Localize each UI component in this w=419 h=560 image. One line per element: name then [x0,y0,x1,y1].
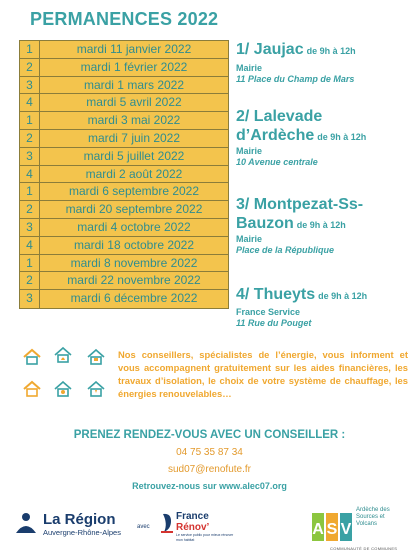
schedule-date: mardi 4 octobre 2022 [77,219,191,234]
location-name: 3/ Montpezat-Ss- [236,196,364,213]
schedule-location-number: 1 [20,41,40,58]
schedule-location-number: 2 [20,59,40,76]
schedule-row [20,237,228,255]
asv-line2: Sources et [356,514,385,520]
house-insulation-icon [22,380,42,398]
schedule-location-number: 2 [20,201,40,218]
schedule-date: mardi 20 septembre 2022 [65,202,203,217]
schedule-date: mardi 1 février 2022 [80,59,188,74]
schedule-row [20,166,228,184]
schedule-date: mardi 3 mai 2022 [87,113,181,128]
location-jaujac [236,40,418,85]
schedule-location-number: 4 [20,237,40,254]
location-address: 11 Rue du Pouget [236,318,312,328]
location-name: 1/ Jaujac [236,41,304,58]
schedule-row [20,290,228,308]
location-hours: de 9h à 12h [296,220,346,230]
schedule-date: mardi 18 octobre 2022 [73,237,195,252]
schedule-location-number: 4 [20,166,40,183]
svg-text:A: A [312,521,324,538]
schedule-table [19,40,229,309]
schedule-location-number: 2 [20,272,40,289]
schedule-location-number: 4 [20,94,40,111]
schedule-date: mardi 2 août 2022 [85,166,183,181]
schedule-location-number: 3 [20,77,40,94]
location-name: 2/ Lalevade [236,108,323,125]
schedule-location-number: 1 [20,112,40,129]
location-address: Place de la République [236,245,335,255]
schedule-location-number: 3 [20,219,40,236]
schedule-row [20,59,228,77]
france-renov-logo [160,511,236,543]
france-renov-name: France [176,511,209,522]
location-hours: de 9h à 12h [306,46,356,56]
france-renov-renov: Rénov’ [176,522,210,533]
schedule-location-number: 1 [20,183,40,200]
location-address: 11 Place du Champ de Mars [236,74,355,84]
schedule-date: mardi 1 mars 2022 [83,77,185,92]
schedule-date: mardi 5 avril 2022 [86,95,182,110]
location-montpezat [236,195,418,256]
info-paragraph: Nos conseillers, spécialistes de l’énergie, vous informent et vous accompagnent gratuitement sur les aides financières, les travaux d’isolation, le choix de votre système de chauffage, les énergies renouvelables… [118,349,408,399]
svg-text:V: V [340,521,352,538]
schedule-date: mardi 8 novembre 2022 [70,255,198,270]
avec-label: avec [137,524,150,530]
schedule-date: mardi 11 janvier 2022 [76,42,192,56]
location-name-cont: Bauzon [236,215,294,232]
schedule-location-number: 2 [20,130,40,147]
schedule-date: mardi 6 septembre 2022 [68,184,200,199]
asv-community-label: COMMUNAUTÉ DE COMMUNES [330,546,398,551]
schedule-row [20,255,228,273]
svg-text:S: S [326,521,338,538]
location-address: 10 Avenue centrale [236,157,318,167]
location-thueyts [236,285,418,329]
schedule-row [20,272,228,290]
appointment-title: PRENEZ RENDEZ-VOUS AVEC UN CONSEILLER : [73,429,346,441]
house-heating-icon [53,346,73,364]
region-logo [13,511,121,537]
marianne-icon [160,511,174,535]
schedule-row [20,130,228,148]
house-solar-icon [53,380,73,398]
region-emblem-icon [13,511,39,537]
footer-logos [0,505,419,555]
asv-letters-icon [311,507,353,545]
schedule-date: mardi 5 juillet 2022 [83,148,185,163]
schedule-row [20,77,228,95]
asv-line3: Volcans [356,521,378,527]
region-name: La Région [43,510,116,528]
schedule-row [20,219,228,237]
asv-line1: Ardèche des [356,507,390,513]
asv-logo [311,507,390,545]
schedule-row [20,112,228,130]
schedule-row [20,94,228,112]
schedule-date: mardi 6 décembre 2022 [70,291,198,306]
house-energy-icon [86,380,106,398]
schedule-date: mardi 22 novembre 2022 [67,273,201,288]
location-hours: de 9h à 12h [317,132,367,142]
location-venue: Mairie [236,146,263,156]
schedule-location-number: 3 [20,290,40,308]
email-address[interactable]: sud07@renofute.fr [168,464,251,475]
schedule-row [20,41,228,59]
france-renov-tagline: Le service public pour mieux rénover mon habitat [176,533,234,542]
house-icons-group [22,346,110,402]
location-venue: Mairie [236,234,263,244]
schedule-row [20,201,228,219]
location-hours: de 9h à 12h [318,291,368,301]
region-subtitle: Auvergne-Rhône-Alpes [43,527,121,537]
phone-number[interactable]: 04 75 35 87 34 [176,447,243,458]
location-venue: Mairie [236,63,263,73]
schedule-row [20,148,228,166]
schedule-location-number: 1 [20,255,40,272]
location-venue: France Service [236,307,301,317]
house-roof-icon [22,348,42,366]
appointment-section [0,428,419,492]
schedule-location-number: 3 [20,148,40,165]
house-window-icon [86,348,106,366]
location-lalevade [236,107,418,168]
schedule-row [20,183,228,201]
schedule-date: mardi 7 juin 2022 [87,130,181,145]
location-name: 4/ Thueyts [236,286,316,303]
page-title: PERMANENCES 2022 [30,9,219,29]
location-name-cont: d’Ardèche [236,127,315,144]
website-link[interactable]: Retrouvez-nous sur www.alec07.org [132,481,287,491]
